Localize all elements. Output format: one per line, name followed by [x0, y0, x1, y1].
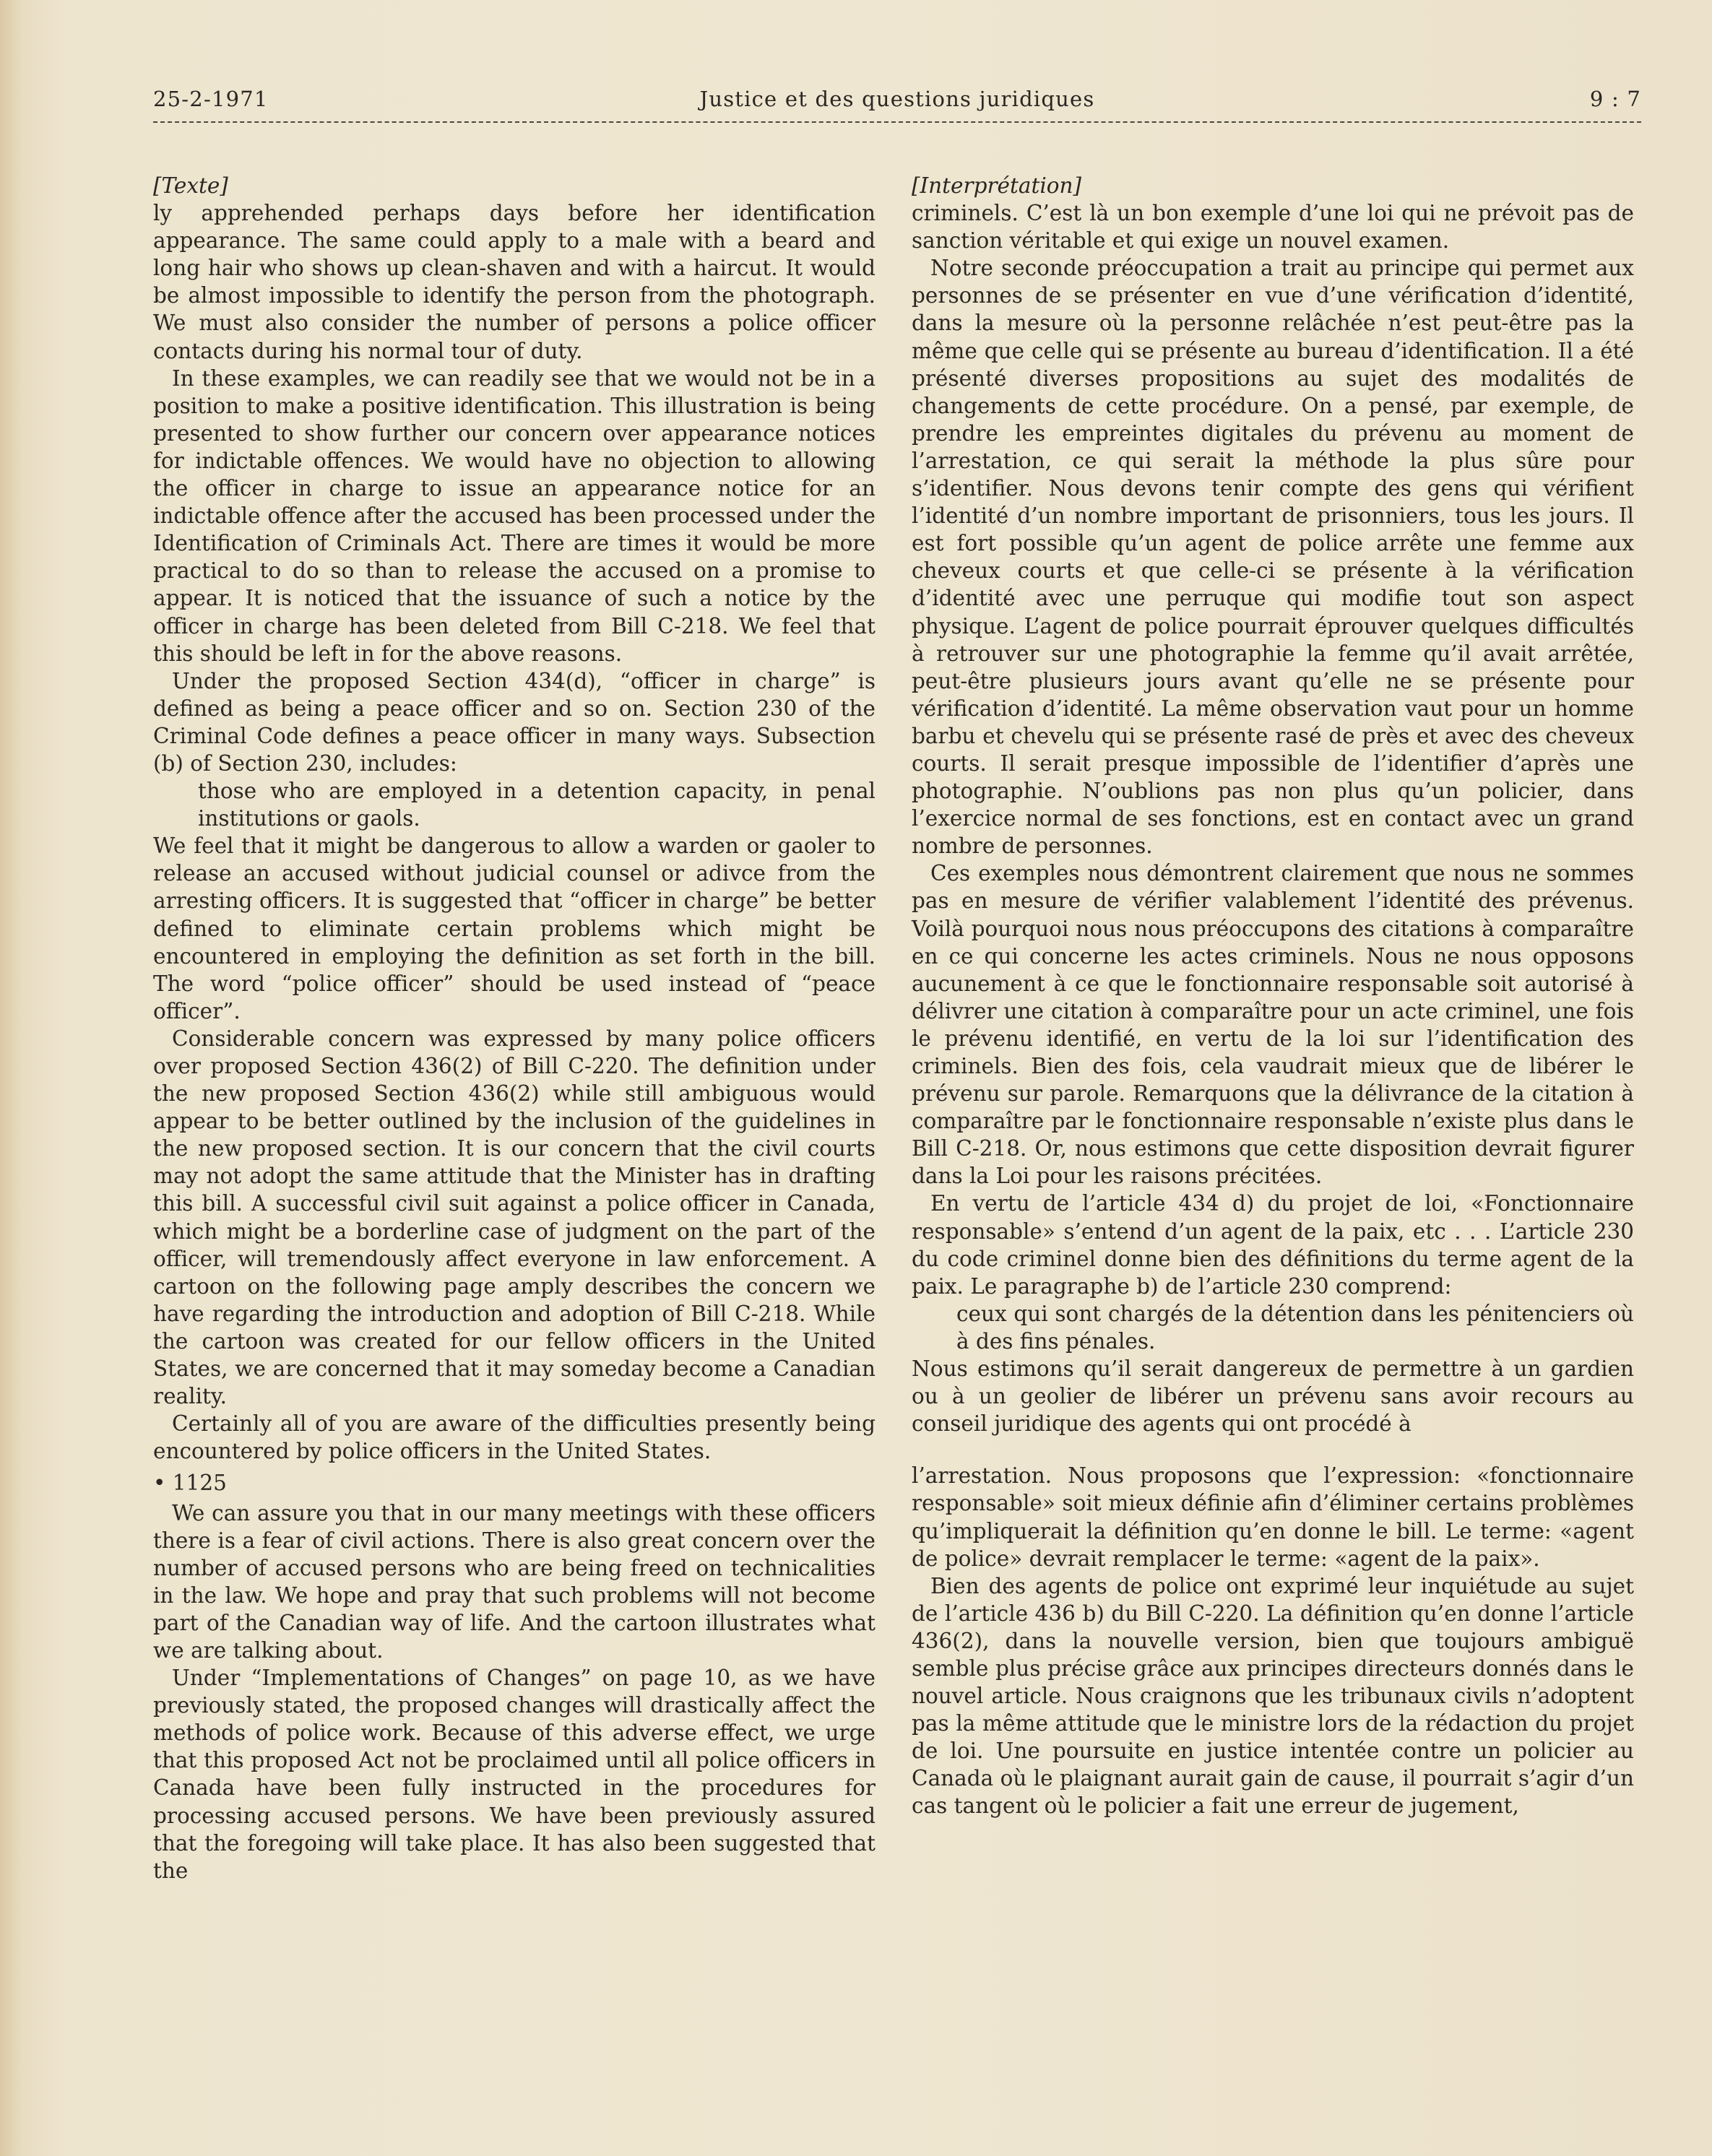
time-marker: • 1125: [153, 1471, 227, 1496]
paragraph: criminels. C’est là un bon exemple d’une loi qui ne prévoit pas de sanction véritable et qui exige un nouvel examen.: [912, 201, 1634, 254]
paragraph: Under the proposed Section 434(d), “officer in charge” is defined as being a peace officer and so on. Section 230 of the Criminal Code defines a peace officer in many ways. Subsection (b) of Section 230, includes:: [153, 668, 876, 776]
block-quote: those who are employed in a detention capacity, in penal institutions or gaols.: [198, 779, 876, 831]
paragraph: We can assure you that in our many meetings with these officers there is a fear of civil actions. There is also great concern over the number of accused persons who are being freed on technicalities in the law. We hope and pray that such problems will not become part of the Canadian way of life. And the cartoon illustrates what we are talking about.: [153, 1500, 876, 1663]
paragraph: Bien des agents de police ont exprimé leur inquiétude au sujet de l’article 436 b) du Bill C-220. La définition qu’en donne l’article 436(2), dans la nouvelle version, bien que toujours ambiguë semble plus précise grâce aux principes directeurs donnés dans le nouvel article. Nous craignons que les tribunaux civils n’adoptent pas la même attitude que le ministre lors de la rédaction du projet de loi. Une poursuite en justice intentée contre un policier au Canada où le plaignant aurait gain de cause, il pourrait s’agir d’un cas tangent où le policier a fait une erreur de jugement,: [912, 1573, 1634, 1819]
paragraph: Considerable concern was expressed by many police officers over proposed Section 436(2) of Bill C-220. The definition under the new proposed Section 436(2) while still ambiguous would appear to be better outlined by the inclusion of the guidelines in the new proposed section. It is our concern that the civil courts may not adopt the same attitude that the Minister has in drafting this bill. A successful civil suit against a police officer in Canada, which might be a borderline case of judgment on the part of the officer, will tremendously affect everyone in law enforcement. A cartoon on the following page amply describes the concern we have regarding the introduction and adoption of Bill C-218. While the cartoon was created for our fellow officers in the United States, we are concerned that it may someday become a Canadian reality.: [153, 1026, 876, 1409]
paragraph: l’arrestation. Nous proposons que l’expression: «fonctionnaire responsable» soit mieux définie afin d’éliminer certains problèmes qu’impliquerait la définition qu’en donne le bill. Le terme: «agent de police» devrait remplacer le terme: «agent de la paix».: [912, 1463, 1634, 1571]
paragraph: Notre seconde préoccupation a trait au principe qui permet aux personnes de se présenter en vue d’une vérification d’identité, dans la mesure où la personne relâchée n’est peut-être pas la même que celle qui se présente au bureau d’identification. Il a été présenté diverses propositions au sujet des modalités de changements de cette procédure. On a pensé, par exemple, de prendre les empreintes digitales du prévenu au moment de l’arrestation, ce qui serait la méthode la plus sûre pour s’identifier. Nous devons tenir compte des gens qui vérifient l’identité d’un nombre important de prisonniers, tous les jours. Il est fort possible qu’un agent de police arrête une femme aux cheveux courts et que celle-ci se présente à la vérification d’identité avec une perruque qui modifie tout son aspect physique. L’agent de police pourrait éprouver quelques difficultés à retrouver sur une photographie la femme qu’il avait arrêtée, peut-être plusieurs jours avant qu’elle ne se présente pour vérification d’identité. La même observation vaut pour un homme barbu et chevelu qui se présente rasé de près et avec des cheveux courts. Il serait presque impossible de l’identifier d’après une photographie. N’oublions pas non plus qu’un policier, dans l’exercice normal de ses fonctions, est en contact avec un grand nombre de personnes.: [912, 256, 1634, 859]
paragraph: We feel that it might be dangerous to allow a warden or gaoler to release an accused without judicial counsel or adivce from the arresting officers. It is suggested that “officer in charge” be better defined to eliminate certain problems which might be encountered in employing the definition as set forth in the bill. The word “police officer” should be used instead of “peace officer”.: [153, 834, 876, 1023]
header-rule: [153, 121, 1641, 123]
column-gap: [912, 1437, 1634, 1462]
english-column: [153, 172, 876, 1884]
column-label-interpretation: [Interprétation]: [912, 173, 1082, 198]
column-label-texte: [Texte]: [153, 173, 228, 198]
header-title: Justice et des questions juridiques: [699, 87, 1095, 111]
paragraph: Nous estimons qu’il serait dangereux de permettre à un gardien ou à un geolier de libérer un prévenu sans avoir recours au conseil juridique des agents qui ont procédé à: [912, 1356, 1634, 1437]
french-column: [912, 172, 1634, 1820]
paragraph: En vertu de l’article 434 d) du projet de loi, «Fonctionnaire responsable» s’entend d’un agent de la paix, etc . . . L’article 230 du code criminel donne bien des définitions du terme agent de la paix. Le paragraphe b) de l’article 230 comprend:: [912, 1191, 1634, 1299]
block-quote: ceux qui sont chargés de la détention dans les pénitenciers où à des fins pénales.: [956, 1301, 1634, 1354]
paragraph: In these examples, we can readily see that we would not be in a position to make a positive identification. This illustration is being presented to show further our concern over appearance notices for indictable offences. We would have no objection to allowing the officer in charge to issue an appearance notice for an indictable offence after the accused has been processed under the Identification of Criminals Act. There are times it would be more practical to do so than to release the accused on a promise to appear. It is noticed that the issuance of such a notice by the officer in charge has been deleted from Bill C-218. We feel that this should be left in for the above reasons.: [153, 365, 876, 666]
paragraph: ly apprehended perhaps days before her identification appearance. The same could apply to a male with a beard and long hair who shows up clean-shaven and with a haircut. It would be almost impossible to identify the person from the photograph. We must also consider the number of persons a police officer contacts during his normal tour of duty.: [153, 201, 876, 363]
paragraph: Certainly all of you are aware of the difficulties presently being encountered by police officers in the United States.: [153, 1411, 876, 1464]
paragraph: Under “Implementations of Changes” on page 10, as we have previously stated, the proposed changes will drastically affect the methods of police work. Because of this adverse effect, we urge that this proposed Act not be proclaimed until all police officers in Canada have been fully instructed in the procedures for processing accused persons. We have been previously assured that the foregoing will take place. It has also been suggested that the: [153, 1666, 876, 1883]
header-page-number: 9 : 7: [1589, 87, 1641, 111]
paragraph: Ces exemples nous démontrent clairement que nous ne sommes pas en mesure de vérifier valablement l’identité des prévenus. Voilà pourquoi nous nous préoccupons des citations à comparaître en ce qui concerne les actes criminels. Nous ne nous opposons aucunement à ce que le fonctionnaire responsable soit autorisé à délivrer une citation à comparaître pour un acte criminel, une fois le prévenu identifié, en vertu de la loi sur l’identification des criminels. Bien des fois, cela vaudrait mieux que de libérer le prévenu sur parole. Remarquons que la délivrance de la citation à comparaître par le fonctionnaire responsable n’existe plus dans le Bill C-218. Or, nous estimons que cette disposition devrait figurer dans la Loi pour les raisons précitées.: [912, 861, 1634, 1189]
header-date: 25-2-1971: [153, 87, 269, 111]
running-header: [153, 84, 1641, 121]
